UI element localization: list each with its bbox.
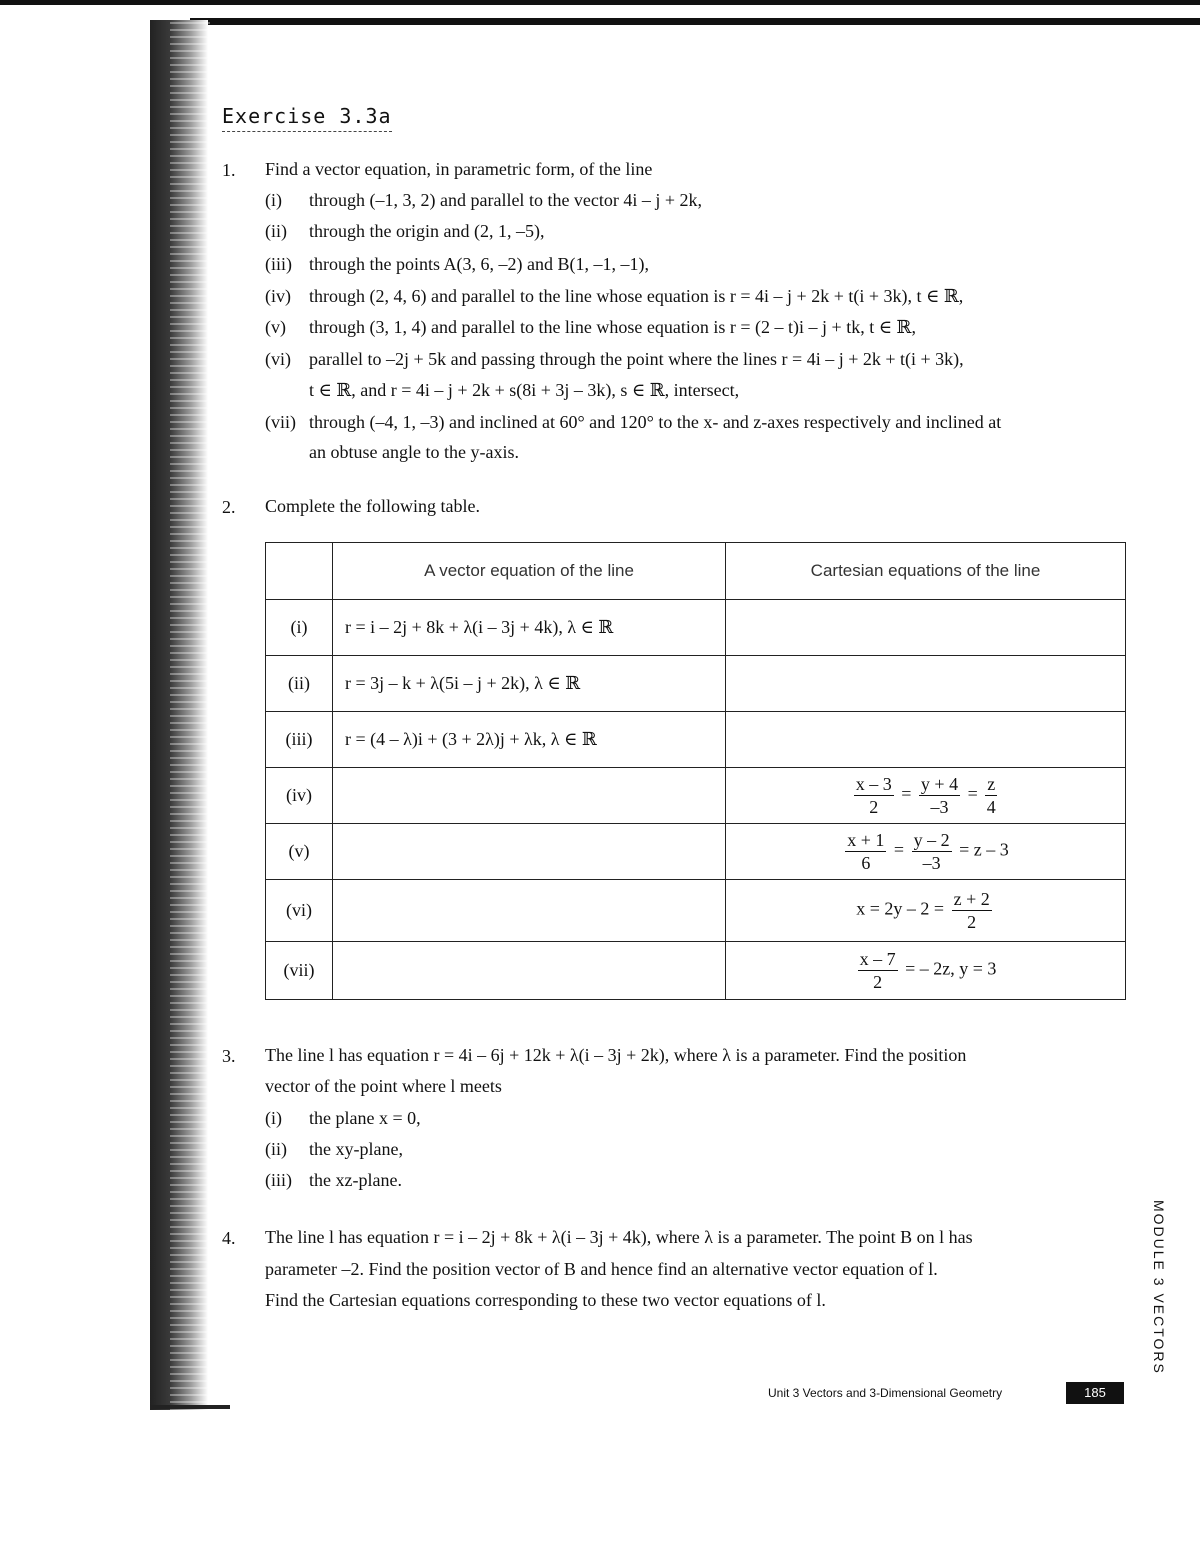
module-side-tab: MODULE 3 VECTORS — [1151, 1200, 1167, 1375]
row-label: (vii) — [266, 942, 333, 1000]
question-4-number: 4. — [222, 1228, 236, 1248]
q1-item: (v) through (3, 1, 4) and parallel to the line whose equation is r = (2 – t)i – j + tk, t ∈ ℝ, — [265, 317, 916, 337]
table-row — [266, 942, 1126, 1000]
vector-cell-empty — [333, 768, 726, 824]
question-2-intro: Complete the following table. — [265, 496, 480, 516]
question-4-line1: The line l has equation r = i – 2j + 8k + λ(i – 3j + 4k), where λ is a parameter. The point B on l has — [265, 1227, 973, 1247]
equations-table — [265, 542, 1126, 1000]
table-row — [266, 880, 1126, 942]
row-label: (iv) — [266, 768, 333, 824]
question-1-intro: Find a vector equation, in parametric form, of the line — [265, 159, 653, 179]
vector-equation-cell: r = (4 – λ)i + (3 + 2λ)j + λk, λ ∈ ℝ — [333, 712, 726, 768]
vector-cell-empty — [333, 824, 726, 880]
q1-item-continuation: an obtuse angle to the y-axis. — [309, 442, 519, 462]
page-number: 185 — [1066, 1382, 1124, 1404]
q3-item: (ii) the xy-plane, — [265, 1139, 403, 1159]
row-label: (i) — [266, 600, 333, 656]
cartesian-cell-empty — [726, 712, 1126, 768]
page-top-edge — [0, 0, 1200, 5]
q1-item: (ii) through the origin and (2, 1, –5), — [265, 221, 545, 241]
cartesian-equation-cell: $\frac{x + 1}{6}$ = $\frac{y - 2}{-3}$ = z – 3 — [726, 824, 1126, 880]
q1-item: (vi) parallel to –2j + 5k and passing through the point where the lines r = 4i – j + 2k + t(i + 3k), — [265, 349, 964, 369]
question-3-number: 3. — [222, 1046, 236, 1066]
vector-cell-empty — [333, 942, 726, 1000]
question-4-line2: parameter –2. Find the position vector of B and hence find an alternative vector equation of l. — [265, 1259, 938, 1279]
table-row — [266, 600, 1126, 656]
footer-unit-text: Unit 3 Vectors and 3-Dimensional Geometry — [768, 1386, 1003, 1400]
row-label: (iii) — [266, 712, 333, 768]
q3-item: (iii) the xz-plane. — [265, 1170, 402, 1190]
question-4-line3: Find the Cartesian equations corresponding to these two vector equations of l. — [265, 1290, 826, 1310]
table-header-row — [266, 543, 1126, 600]
table-header-blank — [266, 543, 333, 600]
vector-equation-cell: r = i – 2j + 8k + λ(i – 3j + 4k), λ ∈ ℝ — [333, 600, 726, 656]
cartesian-equation-cell: x = 2y – 2 = $\frac{z + 2}{2}$ — [726, 880, 1126, 942]
q1-item: (iv) through (2, 4, 6) and parallel to the line whose equation is r = 4i – j + 2k + t(i + 3k), t ∈ ℝ, — [265, 286, 964, 306]
q1-item: (i) through (–1, 3, 2) and parallel to the vector 4i – j + 2k, — [265, 190, 703, 210]
table-row — [266, 712, 1126, 768]
question-1-number: 1. — [222, 160, 236, 180]
table-row — [266, 768, 1126, 824]
q1-item: (vii) through (–4, 1, –3) and inclined at 60° and 120° to the x- and z-axes respectively and inclined at — [265, 412, 1002, 432]
cartesian-equation-cell: $\frac{x - 3}{2}$ = $\frac{y + 4}{-3}$ = $\frac{z}{4}$ — [726, 768, 1126, 824]
cartesian-equation-cell: $\frac{x - 7}{2}$ = – 2z, y = 3 — [726, 942, 1126, 1000]
cartesian-cell-empty — [726, 656, 1126, 712]
table-header-vector: A vector equation of the line — [333, 543, 726, 600]
vector-equation-cell: r = 3j – k + λ(5i – j + 2k), λ ∈ ℝ — [333, 656, 726, 712]
q1-item-continuation: t ∈ ℝ, and r = 4i – j + 2k + s(8i + 3j – 3k), s ∈ ℝ, intersect, — [309, 380, 740, 400]
cartesian-cell-empty — [726, 600, 1126, 656]
table-row — [266, 824, 1126, 880]
q3-item: (i) the plane x = 0, — [265, 1108, 421, 1128]
page-bottom-edge — [150, 1405, 230, 1409]
question-3-line2: vector of the point where l meets — [265, 1076, 502, 1096]
exercise-title: Exercise 3.3a — [222, 104, 392, 132]
row-label: (vi) — [266, 880, 333, 942]
question-3-line1: The line l has equation r = 4i – 6j + 12k + λ(i – 3j + 2k), where λ is a parameter. Find the position — [265, 1045, 967, 1065]
row-label: (v) — [266, 824, 333, 880]
question-2-number: 2. — [222, 497, 236, 517]
vector-cell-empty — [333, 880, 726, 942]
table-header-cartesian: Cartesian equations of the line — [726, 543, 1126, 600]
row-label: (ii) — [266, 656, 333, 712]
table-row — [266, 656, 1126, 712]
q1-item: (iii) through the points A(3, 6, –2) and B(1, –1, –1), — [265, 254, 649, 274]
book-spine-texture — [170, 20, 210, 1410]
page-top-band — [190, 18, 1200, 25]
